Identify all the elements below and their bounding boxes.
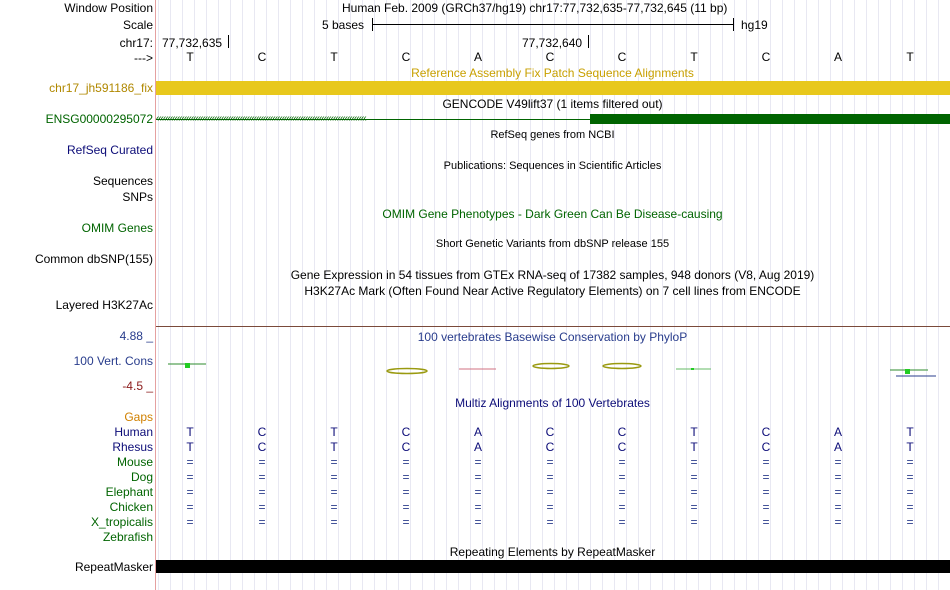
snps-label[interactable]: SNPs bbox=[122, 190, 153, 204]
base-letter: C bbox=[257, 50, 267, 64]
alignment-base: = bbox=[906, 500, 914, 514]
species-label-zebrafish[interactable]: Zebrafish bbox=[102, 530, 153, 544]
gaps-label[interactable]: Gaps bbox=[124, 410, 153, 424]
base-letter: A bbox=[473, 50, 482, 64]
alignment-base: = bbox=[546, 500, 554, 514]
alignment-base: C bbox=[545, 440, 555, 454]
alignment-base: = bbox=[546, 485, 554, 499]
alignment-base: = bbox=[690, 470, 698, 484]
alignment-base: C bbox=[617, 440, 627, 454]
species-label-mouse[interactable]: Mouse bbox=[116, 455, 153, 469]
alignment-base: T bbox=[330, 425, 338, 439]
cons-min: -4.5 _ bbox=[122, 379, 153, 393]
gencode-line bbox=[156, 119, 590, 120]
alignment-base: = bbox=[186, 500, 194, 514]
alignment-base: = bbox=[546, 515, 554, 529]
alignment-base: C bbox=[545, 425, 555, 439]
alignment-base: = bbox=[762, 485, 770, 499]
alignment-base: A bbox=[473, 440, 482, 454]
h3k27ac-label[interactable]: Layered H3K27Ac bbox=[55, 298, 153, 312]
species-label-human[interactable]: Human bbox=[114, 425, 153, 439]
cons-mark-7-dot bbox=[905, 369, 910, 374]
gtex-title: Gene Expression in 54 tissues from GTEx RNA-seq of 17382 samples, 948 donors (V8, Aug 2019) bbox=[290, 268, 815, 282]
alignment-base: = bbox=[330, 470, 338, 484]
alignment-base: = bbox=[546, 470, 554, 484]
cons-max: 4.88 _ bbox=[119, 329, 153, 343]
alignment-base: T bbox=[690, 440, 698, 454]
strand-arrow: ---> bbox=[134, 51, 153, 65]
publications-title: Publications: Sequences in Scientific Articles bbox=[443, 160, 662, 172]
chr-label: chr17: bbox=[119, 36, 153, 50]
alignment-base: C bbox=[257, 425, 267, 439]
alignment-base: = bbox=[402, 470, 410, 484]
species-label-chicken[interactable]: Chicken bbox=[109, 500, 153, 514]
refseq-title: RefSeq genes from NCBI bbox=[490, 129, 615, 141]
alignment-base: A bbox=[833, 440, 842, 454]
alignment-base: = bbox=[330, 455, 338, 469]
alignment-base: = bbox=[258, 455, 266, 469]
fix-patch-title: Reference Assembly Fix Patch Sequence Alignments bbox=[411, 66, 694, 80]
alignment-base: = bbox=[834, 515, 842, 529]
base-letter: T bbox=[690, 50, 698, 64]
alignment-base: = bbox=[618, 455, 626, 469]
species-label-elephant[interactable]: Elephant bbox=[105, 485, 153, 499]
alignment-base: = bbox=[834, 455, 842, 469]
alignment-base: = bbox=[258, 470, 266, 484]
scale-label: Scale bbox=[122, 18, 153, 32]
cons-label[interactable]: 100 Vert. Cons bbox=[73, 354, 153, 368]
base-letter: T bbox=[330, 50, 338, 64]
alignment-base: C bbox=[401, 440, 411, 454]
position-start: 77,732,635 bbox=[162, 36, 223, 50]
alignment-base: C bbox=[617, 425, 627, 439]
alignment-base: = bbox=[402, 500, 410, 514]
alignment-base: = bbox=[690, 500, 698, 514]
window-position-label: Window Position bbox=[64, 1, 153, 15]
alignment-base: = bbox=[618, 485, 626, 499]
alignment-base: = bbox=[906, 455, 914, 469]
alignment-base: = bbox=[906, 470, 914, 484]
alignment-base: T bbox=[186, 425, 194, 439]
species-label-rhesus[interactable]: Rhesus bbox=[112, 440, 153, 454]
base-letter: C bbox=[761, 50, 771, 64]
species-label-x_tropicalis[interactable]: X_tropicalis bbox=[90, 515, 153, 529]
species-label-dog[interactable]: Dog bbox=[130, 470, 153, 484]
alignment-base: C bbox=[257, 440, 267, 454]
alignment-base: = bbox=[474, 515, 482, 529]
base-letter: C bbox=[617, 50, 627, 64]
alignment-base: = bbox=[402, 485, 410, 499]
sequences-label[interactable]: Sequences bbox=[92, 174, 153, 188]
cons-mark-4 bbox=[533, 364, 569, 369]
alignment-base: = bbox=[546, 455, 554, 469]
cons-title: 100 vertebrates Basewise Conservation by PhyloP bbox=[417, 330, 688, 344]
alignment-base: = bbox=[618, 500, 626, 514]
cons-mark-6-dot bbox=[691, 368, 694, 370]
alignment-base: = bbox=[834, 500, 842, 514]
gencode-title: GENCODE V49lift37 (1 items filtered out) bbox=[442, 97, 663, 111]
alignment-base: = bbox=[690, 515, 698, 529]
alignment-base: = bbox=[186, 485, 194, 499]
alignment-base: = bbox=[330, 485, 338, 499]
h3k27ac-title: H3K27Ac Mark (Often Found Near Active Regulatory Elements) on 7 cell lines from ENCODE bbox=[304, 284, 801, 298]
alignment-base: = bbox=[690, 455, 698, 469]
alignment-base: = bbox=[906, 515, 914, 529]
gencode-label[interactable]: ENSG00000295072 bbox=[45, 112, 153, 126]
alignment-base: = bbox=[258, 515, 266, 529]
alignment-base: = bbox=[186, 515, 194, 529]
cons-mark-5 bbox=[603, 364, 641, 369]
alignment-base: = bbox=[762, 455, 770, 469]
cons-graph bbox=[156, 358, 950, 388]
scale-text: 5 bases bbox=[322, 18, 365, 32]
cons-mark-1-dot bbox=[185, 363, 190, 368]
gencode-exon[interactable] bbox=[590, 114, 950, 124]
alignment-base: = bbox=[474, 470, 482, 484]
scale-bar-right-tick bbox=[733, 18, 734, 31]
alignment-base: = bbox=[474, 485, 482, 499]
repeatmasker-label[interactable]: RepeatMasker bbox=[74, 560, 153, 574]
position-mid-tick bbox=[588, 35, 589, 48]
base-letter: A bbox=[833, 50, 842, 64]
refseq-label[interactable]: RefSeq Curated bbox=[66, 143, 153, 157]
position-title: Human Feb. 2009 (GRCh37/hg19) chr17:77,732,635-77,732,645 (11 bp) bbox=[342, 1, 728, 15]
omim-title: OMIM Gene Phenotypes - Dark Green Can Be Disease-causing bbox=[382, 207, 723, 221]
repeatmasker-bar[interactable] bbox=[156, 560, 950, 573]
position-start-tick bbox=[228, 35, 229, 48]
alignment-base: = bbox=[330, 515, 338, 529]
scale-bar-left-tick bbox=[372, 18, 373, 31]
alignment-base: = bbox=[906, 485, 914, 499]
alignment-base: = bbox=[402, 455, 410, 469]
alignment-base: = bbox=[690, 485, 698, 499]
alignment-base: = bbox=[258, 485, 266, 499]
alignment-base: = bbox=[186, 455, 194, 469]
alignment-base: T bbox=[186, 440, 194, 454]
base-letter: T bbox=[906, 50, 914, 64]
position-mid: 77,732,640 bbox=[522, 36, 583, 50]
alignment-base: = bbox=[474, 455, 482, 469]
alignment-base: = bbox=[330, 500, 338, 514]
alignment-base: C bbox=[761, 425, 771, 439]
fix-patch-label[interactable]: chr17_jh591186_fix bbox=[49, 81, 153, 95]
alignment-base: A bbox=[833, 425, 842, 439]
base-letter: C bbox=[545, 50, 555, 64]
scale-bar bbox=[372, 24, 733, 25]
alignment-base: = bbox=[762, 515, 770, 529]
dbsnp-label[interactable]: Common dbSNP(155) bbox=[34, 252, 153, 266]
cons-mark-2 bbox=[387, 369, 427, 374]
alignment-base: = bbox=[402, 515, 410, 529]
scale-assembly: hg19 bbox=[741, 18, 768, 32]
multiz-title: Multiz Alignments of 100 Vertebrates bbox=[455, 396, 650, 410]
repeatmasker-title: Repeating Elements by RepeatMasker bbox=[449, 545, 656, 559]
alignment-base: = bbox=[186, 470, 194, 484]
alignment-base: = bbox=[762, 470, 770, 484]
h3k27ac-baseline bbox=[156, 326, 950, 327]
omim-label[interactable]: OMIM Genes bbox=[81, 221, 153, 235]
alignment-base: A bbox=[473, 425, 482, 439]
alignment-base: T bbox=[330, 440, 338, 454]
base-letter: T bbox=[186, 50, 194, 64]
alignment-base: = bbox=[834, 470, 842, 484]
alignment-base: T bbox=[906, 425, 914, 439]
alignment-base: T bbox=[906, 440, 914, 454]
alignment-base: = bbox=[474, 500, 482, 514]
alignment-base: C bbox=[401, 425, 411, 439]
alignment-base: = bbox=[618, 515, 626, 529]
alignment-base: = bbox=[834, 485, 842, 499]
alignment-base: = bbox=[762, 500, 770, 514]
alignment-base: C bbox=[761, 440, 771, 454]
alignment-base: = bbox=[258, 500, 266, 514]
alignment-base: T bbox=[690, 425, 698, 439]
dbsnp-title: Short Genetic Variants from dbSNP release 155 bbox=[435, 238, 670, 250]
base-letter: C bbox=[401, 50, 411, 64]
fix-patch-bar[interactable] bbox=[156, 81, 950, 95]
alignment-base: = bbox=[618, 470, 626, 484]
